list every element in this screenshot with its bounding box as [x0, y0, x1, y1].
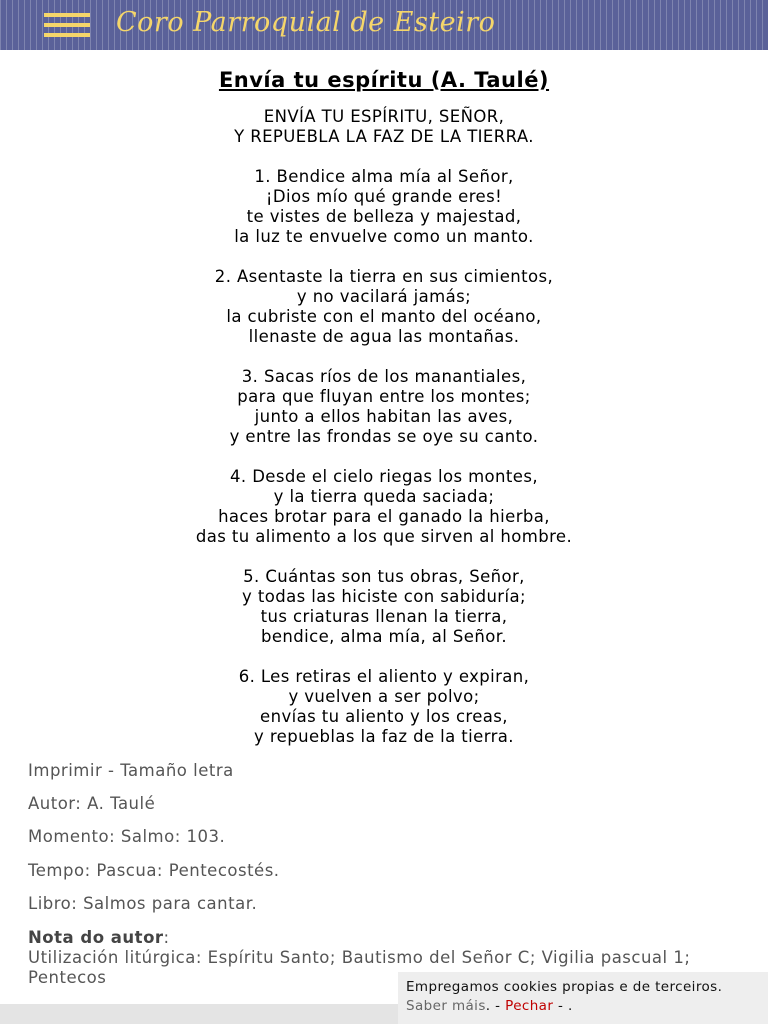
author-note-colon: : [163, 928, 170, 947]
lyric-line: y vuelven a ser polvo; [288, 687, 480, 706]
print-font-row [28, 761, 758, 780]
cookie-tail: - . [553, 998, 573, 1014]
lyric-line: ENVÍA TU ESPÍRITU, SEÑOR, [263, 107, 505, 126]
lyric-line: 1. Bendice alma mía al Señor, [254, 167, 514, 186]
stanza [0, 167, 768, 247]
stanza [0, 107, 768, 147]
stanza [0, 667, 768, 747]
author-note-text: Utilización litúrgica: Espíritu Santo; Bautismo del Señor C; Vigilia pascual 1; Pentecos [28, 948, 691, 987]
menu-bar-middle [44, 23, 90, 27]
site-header [0, 0, 768, 50]
lyric-line: y la tierra queda saciada; [273, 487, 495, 506]
font-size-link[interactable]: Tamaño letra [120, 761, 234, 780]
meta-separator: - [102, 761, 121, 780]
cookie-banner [398, 972, 768, 1024]
song-title: Envía tu espíritu (A. Taulé) [218, 68, 550, 92]
lyric-line: y no vacilará jamás; [296, 287, 472, 306]
lyric-line: 6. Les retiras el aliento y expiran, [238, 667, 530, 686]
print-link[interactable]: Imprimir [28, 761, 103, 780]
lyric-line: y todas las hiciste con sabiduría; [242, 587, 526, 606]
lyric-line: y repueblas la faz de la tierra. [254, 727, 514, 746]
lyric-line: tus criaturas llenan la tierra, [260, 607, 508, 626]
hamburger-menu-icon[interactable] [44, 12, 90, 38]
lyric-line: das tu alimento a los que sirven al hombre. [195, 527, 573, 546]
song-lyrics [0, 107, 768, 767]
cookie-text: Empregamos cookies propias e de terceiros. [406, 979, 723, 995]
lyric-line: te vistes de belleza y majestad, [246, 207, 522, 226]
site-title[interactable]: Coro Parroquial de Esteiro [116, 7, 496, 38]
lyric-line: bendice, alma mía, al Señor. [260, 627, 508, 646]
lyric-line: para que fluyan entre los montes; [237, 387, 531, 406]
lyric-line: haces brotar para el ganado la hierba, [218, 507, 550, 526]
lyric-line: llenaste de agua las montañas. [248, 327, 520, 346]
stanza [0, 567, 768, 647]
menu-bar-bottom [44, 33, 90, 37]
stanza [0, 467, 768, 547]
author-info: Autor: A. Taulé [28, 794, 156, 813]
lyric-line: y entre las frondas se oye su canto. [229, 427, 539, 446]
lyric-line: 4. Desde el cielo riegas los montes, [230, 467, 538, 486]
lyric-line: ¡Dios mío qué grande eres! [265, 187, 503, 206]
menu-bar-top [44, 13, 90, 17]
stanza [0, 267, 768, 347]
author-note-heading [28, 928, 170, 947]
cookie-close-button[interactable]: Pechar [505, 998, 554, 1014]
book-info: Libro: Salmos para cantar. [28, 894, 258, 913]
stanza [0, 367, 768, 447]
lyric-line: 5. Cuántas son tus obras, Señor, [243, 567, 525, 586]
author-note-label: Nota do autor [28, 928, 164, 947]
lyric-line: la cubriste con el manto del océano, [226, 307, 542, 326]
lyric-line: Y REPUEBLA LA FAZ DE LA TIERRA. [234, 127, 534, 146]
cookie-sep: . - [485, 998, 506, 1014]
lyric-line: la luz te envuelve como un manto. [234, 227, 534, 246]
lyric-line: 3. Sacas ríos de los manantiales, [241, 367, 527, 386]
moment-info: Momento: Salmo: 103. [28, 827, 226, 846]
cookie-more-link[interactable]: Saber máis [406, 998, 486, 1014]
lyric-line: 2. Asentaste la tierra en sus cimientos, [214, 267, 554, 286]
lyric-line: envías tu aliento y los creas, [260, 707, 508, 726]
season-info: Tempo: Pascua: Pentecostés. [28, 861, 280, 880]
lyric-line: junto a ellos habitan las aves, [254, 407, 514, 426]
